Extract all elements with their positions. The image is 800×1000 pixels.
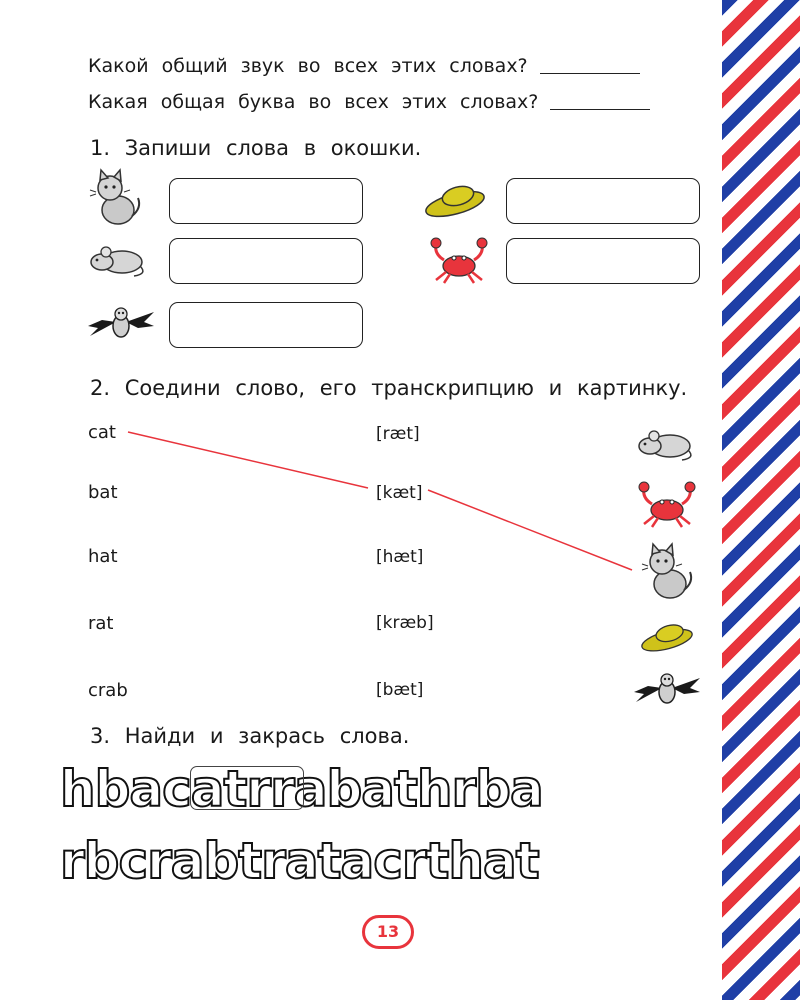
letter-row-2[interactable]: rbcrabtratacrthat: [60, 832, 539, 890]
connect-line-transcription-to-picture: [428, 490, 632, 570]
task1-title: 1. Запиши слова в окошки.: [90, 136, 422, 160]
word-hat[interactable]: hat: [88, 546, 118, 567]
transcription-baet[interactable]: [bæt]: [376, 680, 424, 700]
word-rat[interactable]: rat: [88, 613, 114, 634]
transcription-haet[interactable]: [hæt]: [376, 547, 424, 567]
word-bat[interactable]: bat: [88, 482, 118, 503]
transcription-raet[interactable]: [ræt]: [376, 424, 420, 444]
question-letter-text: Какая общая буква во всех этих словах?: [88, 91, 539, 113]
word-crab[interactable]: crab: [88, 680, 128, 701]
task3-title: 3. Найди и закрась слова.: [90, 724, 410, 748]
highlight-cat: [190, 766, 304, 810]
transcription-kraeb[interactable]: [kræb]: [376, 613, 434, 633]
question-sound-text: Какой общий звук во всех этих словах?: [88, 55, 528, 77]
task2-title: 2. Соедини слово, его транскрипцию и картинку.: [90, 376, 688, 400]
connect-line-word-to-transcription: [128, 432, 368, 488]
letter-row-1[interactable]: hbacatrrabathrba: [60, 760, 543, 818]
transcription-kaet[interactable]: [kæt]: [376, 483, 423, 503]
page-number: 13: [362, 915, 414, 949]
word-cat[interactable]: cat: [88, 422, 116, 443]
